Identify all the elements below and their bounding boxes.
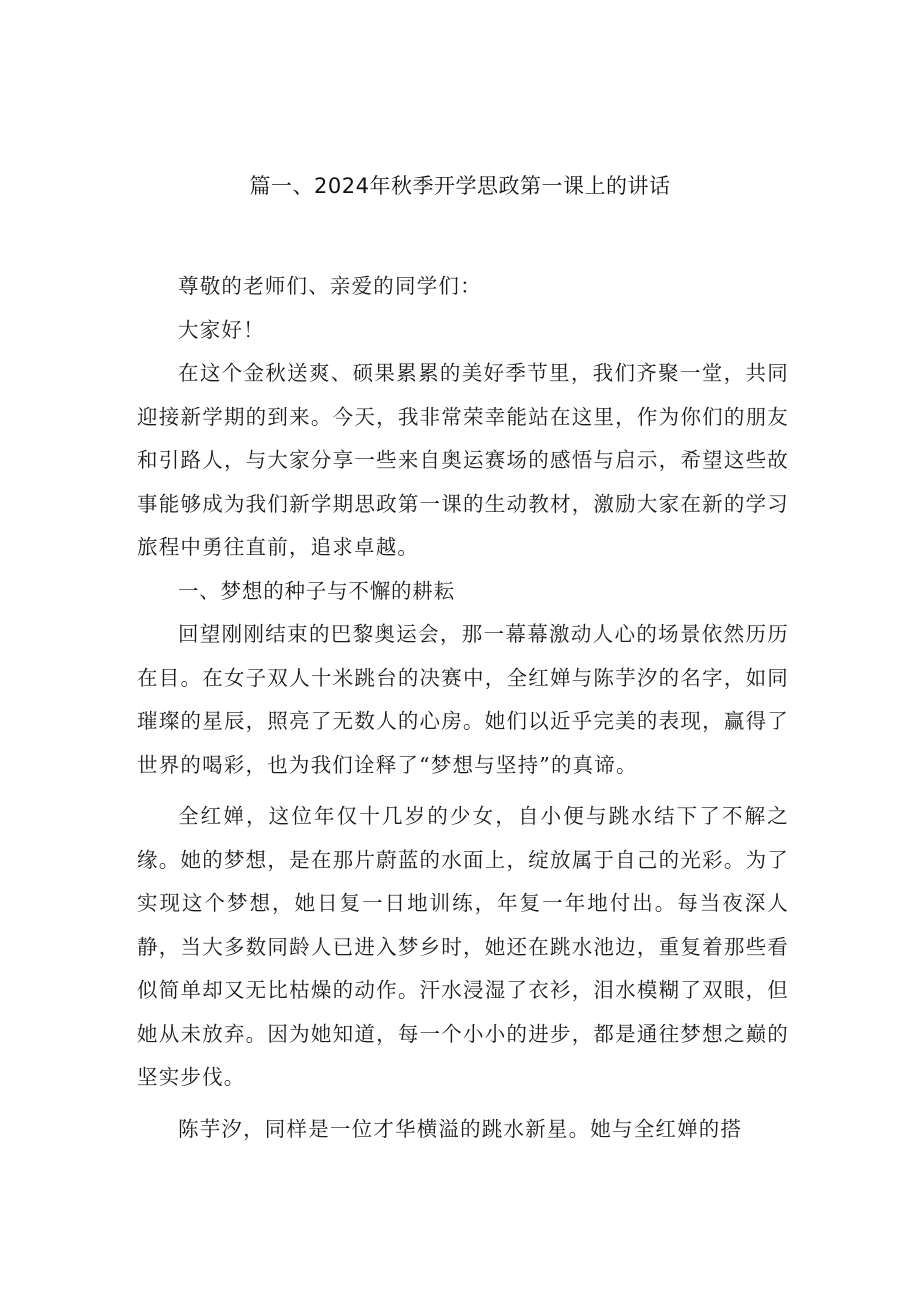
section-heading: 一、梦想的种子与不懈的耕耘 (178, 578, 455, 603)
body-paragraph: 陈芋汐，同样是一位才华横溢的跳水新星。她与全红婵的搭 (178, 1116, 743, 1141)
body-paragraph: 回望刚刚结束的巴黎奥运会，那一幕幕激动人心的场景依然历历在目。在女子双人十米跳台的决赛中，全红婵与陈芋汐的名字，如同璀璨的星辰，照亮了无数人的心房。她们以近乎完美的表现，赢得了世界的喝彩，也为我们诠释了“梦想与坚持”的真谛。 (137, 622, 789, 777)
body-paragraph: 全红婵，这位年仅十几岁的少女，自小便与跳水结下了不解之缘。她的梦想，是在那片蔚蓝的水面上，绽放属于自己的光彩。为了实现这个梦想，她日复一日地训练，年复一年地付出。每当夜深人静，当大多数同龄人已进入梦乡时，她还在跳水池边，重复着那些看似简单却又无比枯燥的动作。汗水浸湿了衣衫，泪水模糊了双眼，但她从未放弃。因为她知道，每一个小小的进步，都是通往梦想之巅的坚实步伐。 (137, 804, 789, 1089)
intro-paragraph: 在这个金秋送爽、硕果累累的美好季节里，我们齐聚一堂，共同迎接新学期的到来。今天，我非常荣幸能站在这里，作为你们的朋友和引路人，与大家分享一些来自奥运赛场的感悟与启示，希望这些故事能够成为我们新学期思政第一课的生动教材，激励大家在新的学习旅程中勇往直前，追求卓越。 (137, 361, 789, 559)
document-title: 篇一、2024年秋季开学思政第一课上的讲话 (249, 174, 671, 198)
salutation: 尊敬的老师们、亲爱的同学们： (178, 274, 482, 298)
greeting: 大家好！ (178, 317, 265, 342)
document-body (137, 265, 789, 1151)
